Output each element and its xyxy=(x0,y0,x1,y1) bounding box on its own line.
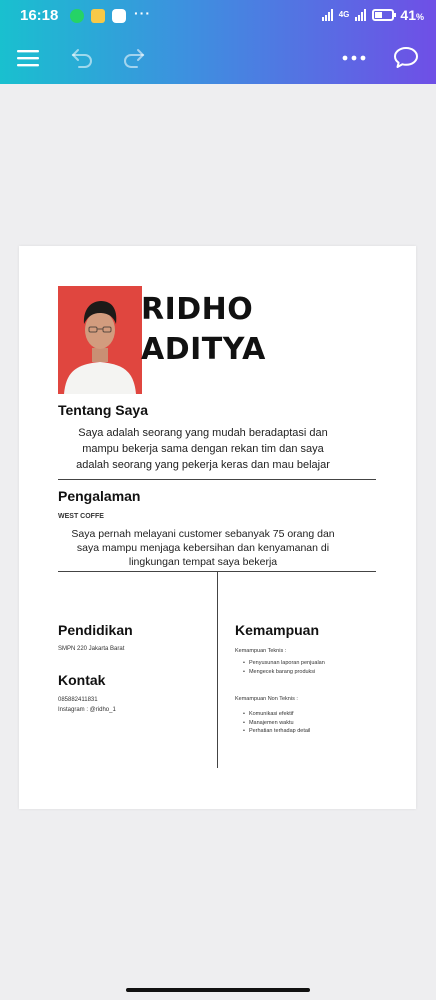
profile-photo xyxy=(58,286,142,394)
battery-fill xyxy=(375,12,382,18)
redo-icon xyxy=(122,48,146,68)
about-line: Saya adalah seorang yang mudah beradaptasi dan xyxy=(78,427,328,439)
list-item: • Komunikasi efektif xyxy=(243,710,310,719)
more-notifications-icon: ··· xyxy=(134,5,151,21)
resume-page[interactable] xyxy=(19,246,416,809)
status-bar xyxy=(0,0,436,34)
menu-icon xyxy=(17,49,39,67)
cell-signal-icon xyxy=(355,9,366,21)
menu-button[interactable] xyxy=(10,40,46,76)
undo-button[interactable] xyxy=(64,40,100,76)
experience-heading: Pengalaman xyxy=(58,488,141,504)
app-toolbar xyxy=(0,34,436,84)
technical-skills-list xyxy=(243,659,325,676)
wifi-signal-icon xyxy=(322,9,333,21)
comment-button[interactable] xyxy=(388,40,424,76)
list-item: • Mengecek barang produksi xyxy=(243,668,325,677)
comment-icon xyxy=(393,46,419,70)
battery-value: 41 xyxy=(400,7,416,23)
skills-heading: Kemampuan xyxy=(235,622,320,638)
contact-heading: Kontak xyxy=(58,672,106,688)
about-heading: Tentang Saya xyxy=(58,402,148,418)
network-type: 4G xyxy=(338,10,350,19)
about-text xyxy=(53,425,353,473)
about-line: adalah seorang yang pekerja keras dan mau belajar xyxy=(76,459,330,471)
app-icon xyxy=(112,9,126,23)
whatsapp-icon xyxy=(70,9,84,23)
experience-line: lingkungan tempat saya bekerja xyxy=(128,556,278,568)
education-school: SMPN 220 Jakarta Barat xyxy=(58,646,125,652)
more-options-button[interactable] xyxy=(336,40,372,76)
divider xyxy=(58,479,376,480)
nontech-skills-label: Kemampuan Non Teknis : xyxy=(235,696,298,702)
experience-text xyxy=(53,527,353,569)
status-right xyxy=(322,7,424,23)
resume-first-name: RIDHO xyxy=(141,292,254,327)
list-item: • Penyusunan laporan penjualan xyxy=(243,659,325,668)
resume-last-name: ADITYA xyxy=(141,332,266,367)
redo-button[interactable] xyxy=(116,40,152,76)
about-line: mampu bekerja sama dengan rekan tim dan saya xyxy=(82,443,324,455)
list-item: • Manajemen waktu xyxy=(243,719,310,728)
technical-skills-label: Kemampuan Teknis : xyxy=(235,648,287,654)
experience-company: WEST COFFE xyxy=(58,513,104,520)
battery-icon xyxy=(372,9,394,21)
notes-icon xyxy=(91,9,105,23)
battery-percent xyxy=(400,7,424,23)
undo-icon xyxy=(70,48,94,68)
home-indicator[interactable] xyxy=(126,988,310,992)
more-icon xyxy=(342,55,366,61)
contact-instagram: Instagram : @ridho_1 xyxy=(58,707,116,713)
status-time: 16:18 xyxy=(20,7,59,24)
column-divider xyxy=(217,572,218,768)
battery-percent-sign: % xyxy=(415,12,424,22)
experience-line: saya mampu menjaga kebersihan dan kenyamanan di xyxy=(76,542,330,554)
top-bar xyxy=(0,0,436,84)
nontech-skills-list xyxy=(243,710,310,736)
education-heading: Pendidikan xyxy=(58,622,133,638)
contact-phone: 085882411831 xyxy=(58,697,98,703)
list-item: • Perhatian terhadap detail xyxy=(243,727,310,736)
person-silhouette-icon xyxy=(58,286,142,394)
experience-line: Saya pernah melayani customer sebanyak 75 orang dan xyxy=(71,528,335,540)
